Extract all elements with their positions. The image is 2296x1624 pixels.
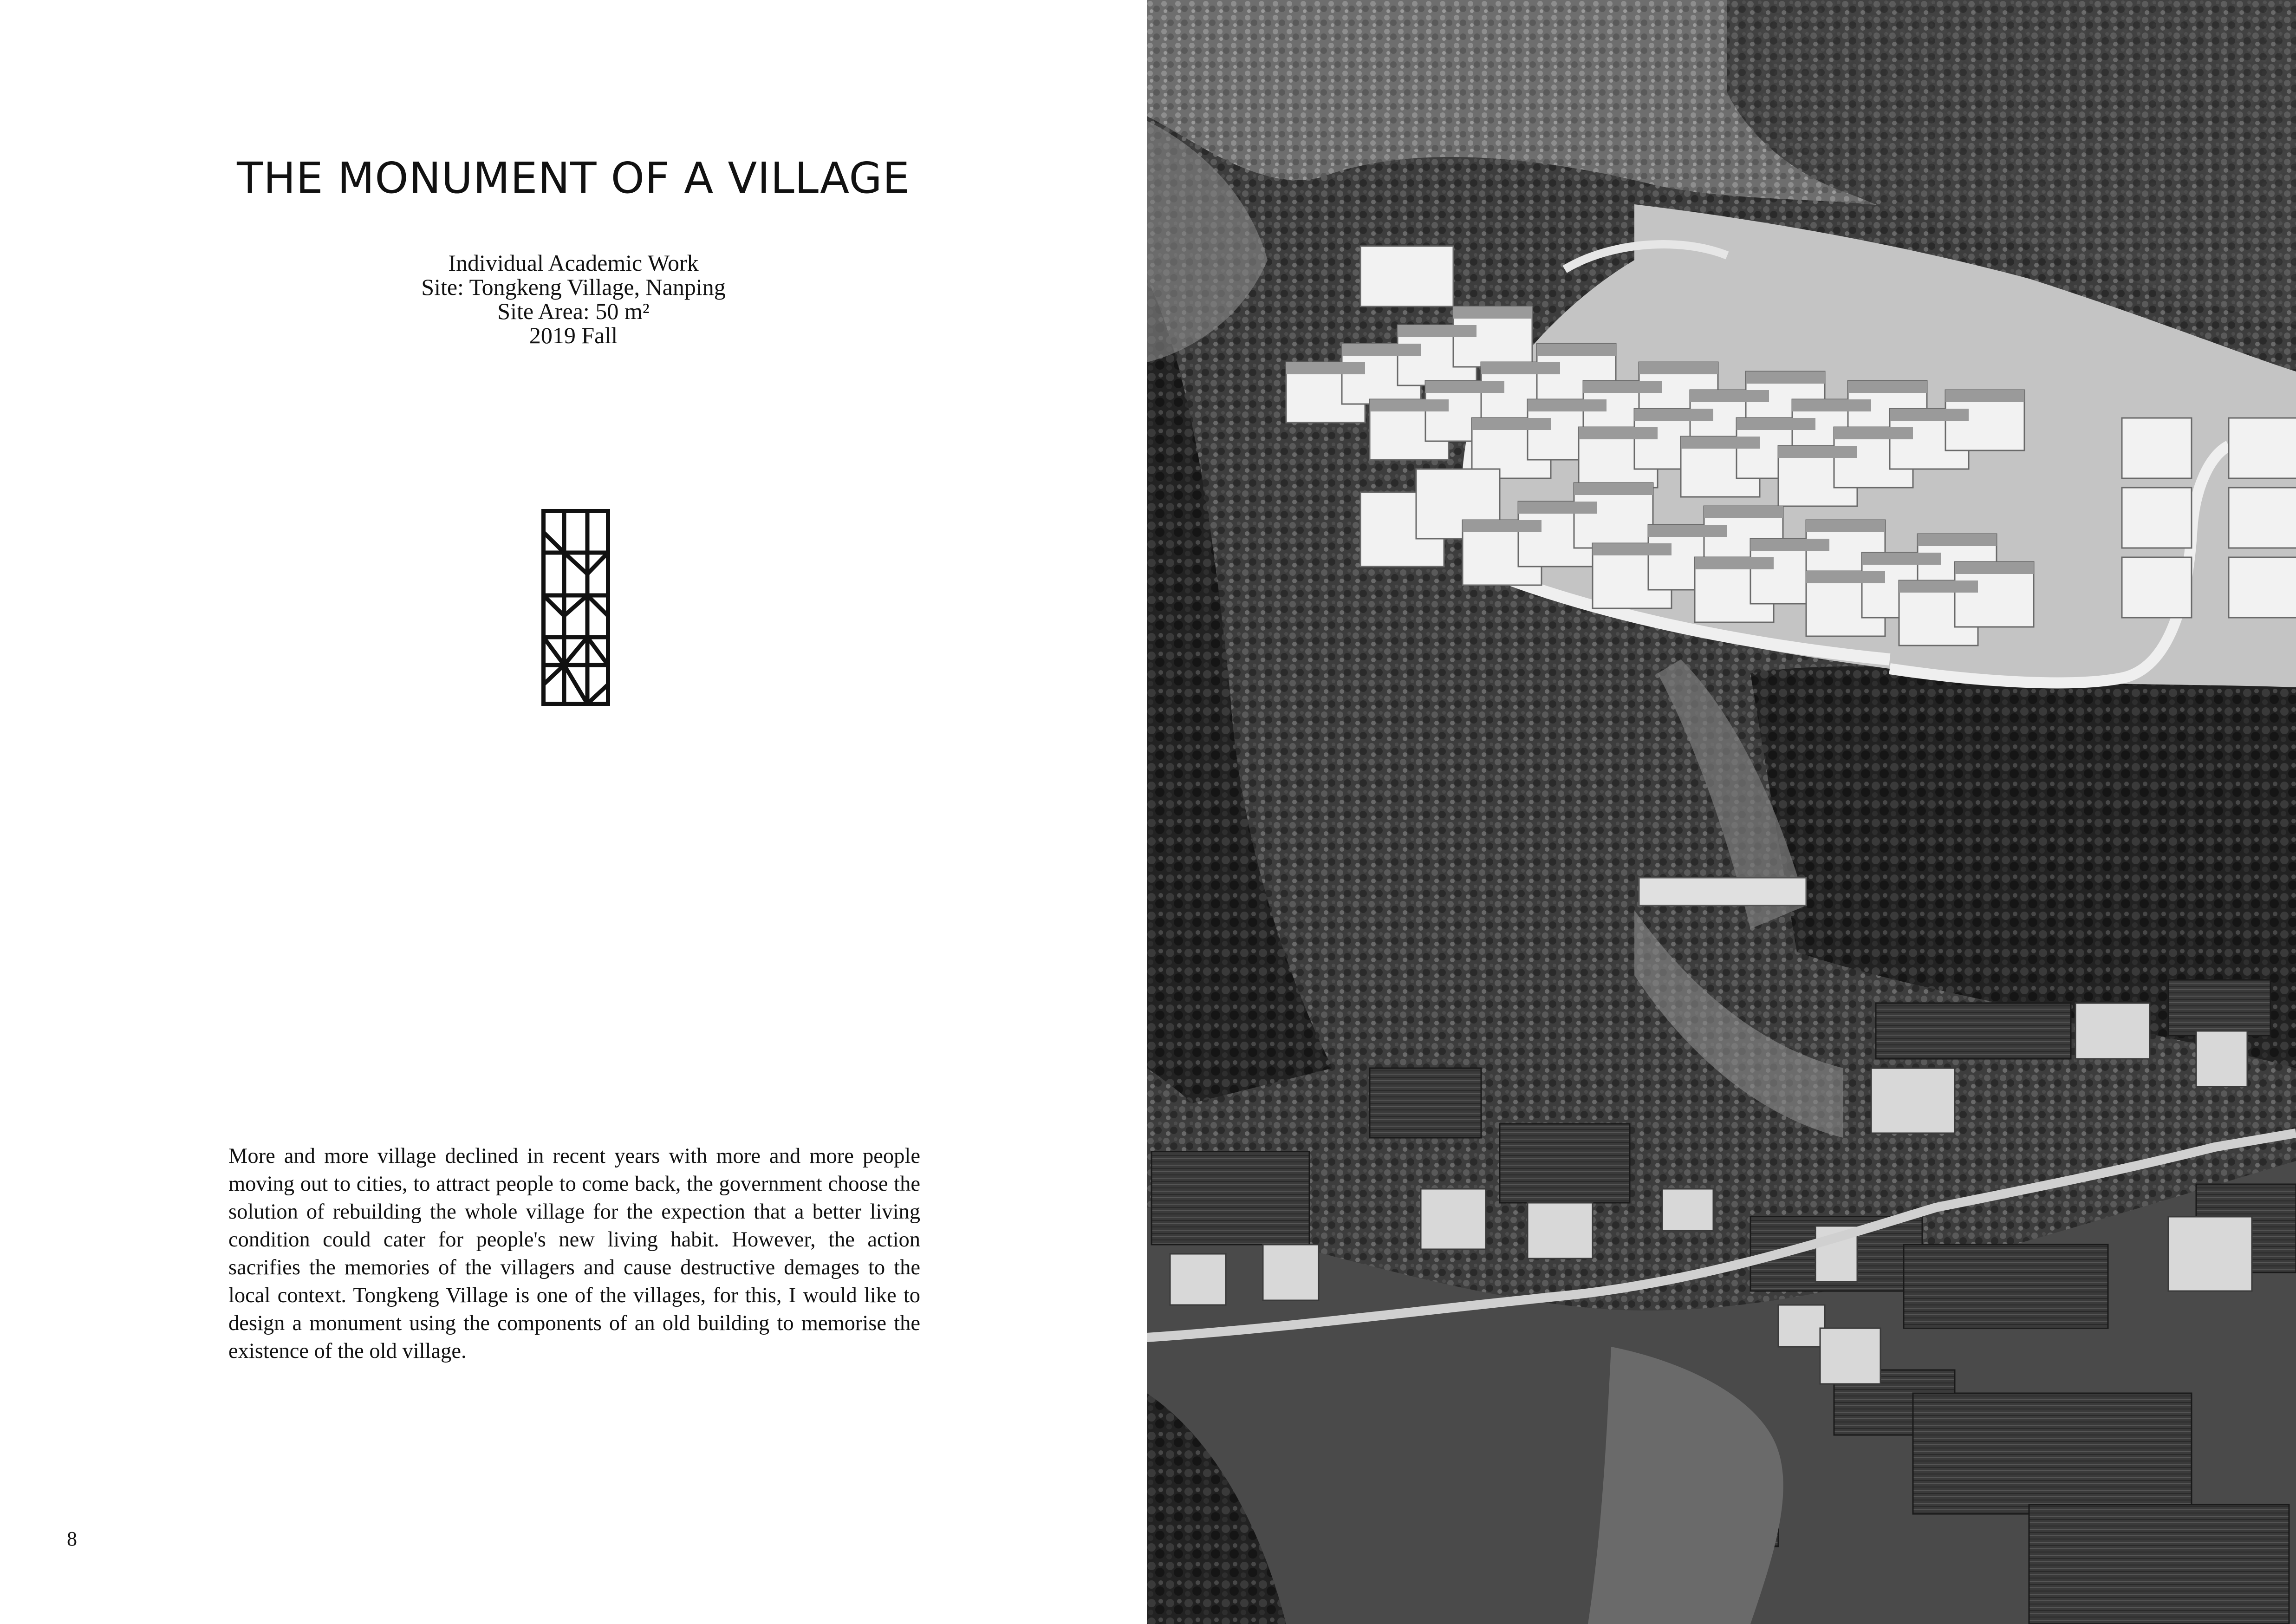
project-term: 2019 Fall [529, 322, 618, 348]
left-page [0, 0, 1147, 1624]
project-info [0, 251, 1147, 347]
page-title: THE MONUMENT OF A VILLAGE [237, 153, 910, 203]
lattice-window-icon [541, 509, 610, 706]
project-type: Individual Academic Work [448, 250, 699, 276]
project-site: Site: Tongkeng Village, Nanping [421, 274, 726, 300]
aerial-photo-image [1147, 0, 2296, 1624]
page-number: 8 [67, 1527, 77, 1550]
project-area: Site Area: 50 m² [497, 298, 650, 324]
description-paragraph: More and more village declined in recent years with more and more people moving out to cities, to attract people to come back, the government choose the solution of rebuilding the whole village for the expection that a better living condition could cater for people's new living habit. However, the action sacrifies the memories of the villagers and cause destructive demages to the local context. Tongkeng Village is one of the villages, for this, I would like to design a monument using the components of an old building to memorise the existence of the old village. [228, 1144, 920, 1363]
aerial-village-photo [1147, 0, 2296, 1624]
